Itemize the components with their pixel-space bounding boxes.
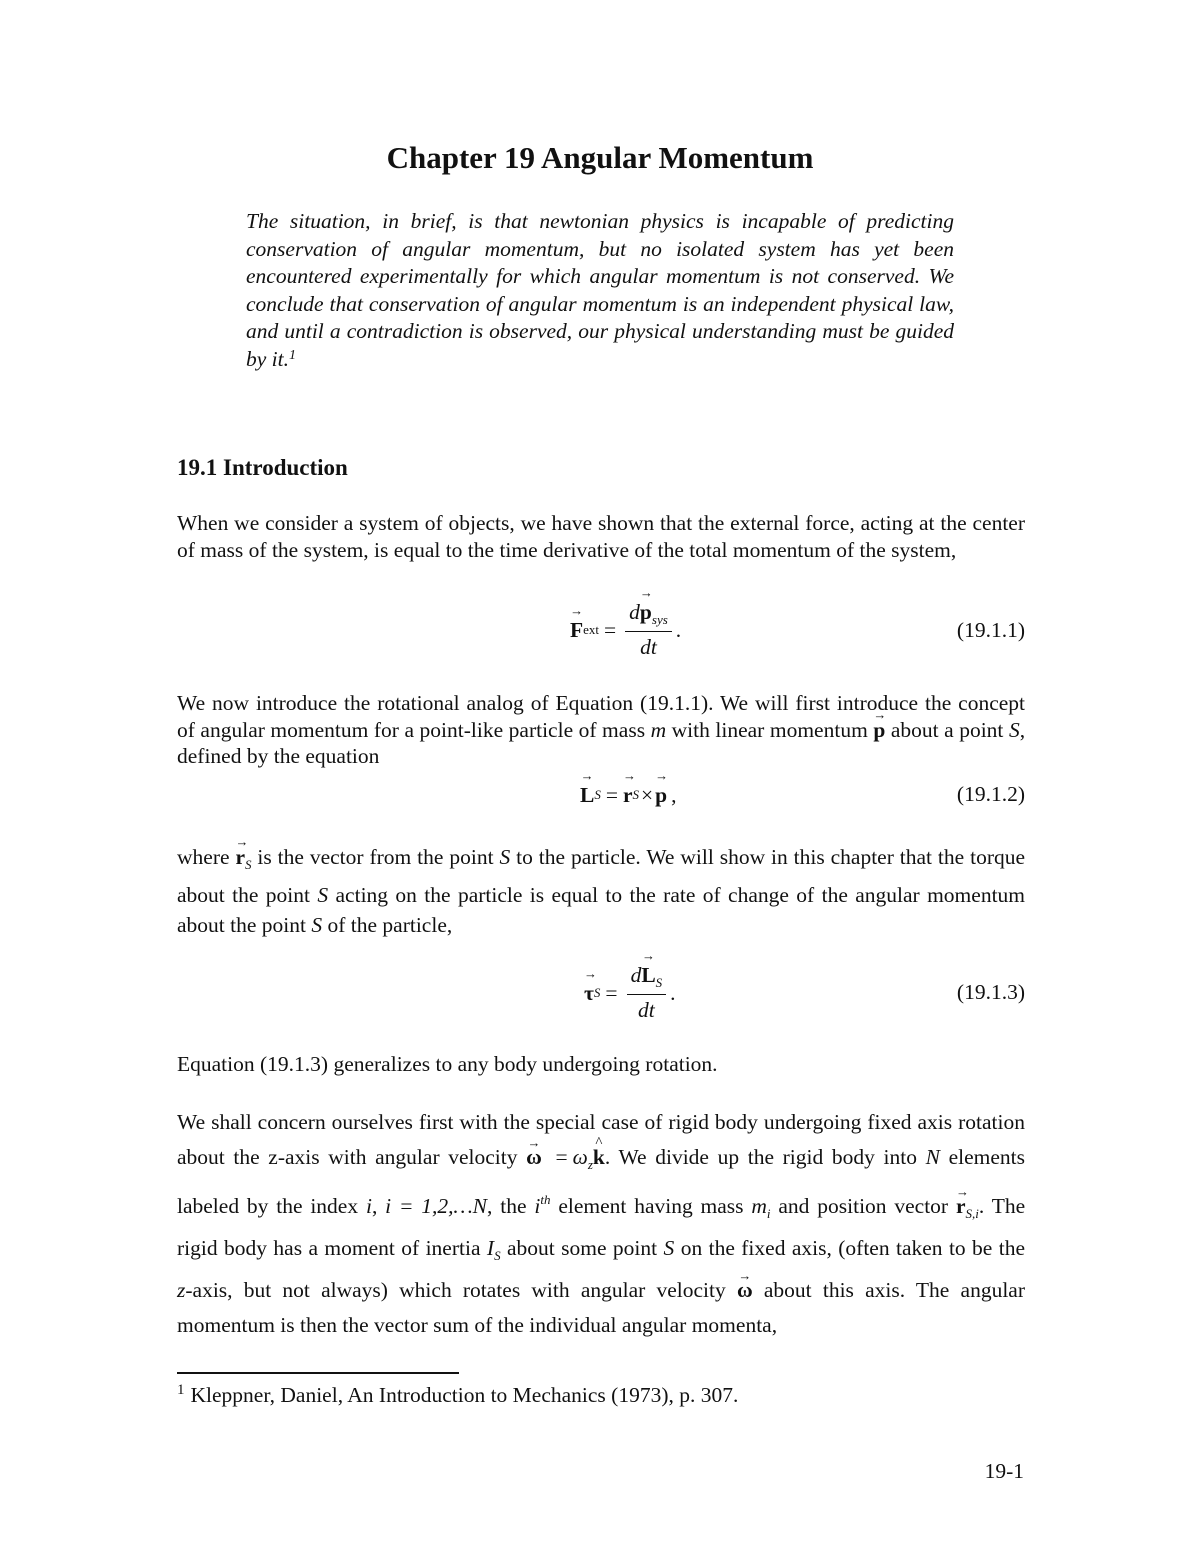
equals-sign: = [605, 980, 618, 1005]
equation-comma: , [671, 782, 677, 807]
sys-subscript: sys [651, 612, 668, 627]
equation-body [584, 960, 676, 1026]
z-subscript: z [587, 1157, 593, 1172]
point-s-symbol: S [663, 1236, 675, 1260]
epigraph-text: The situation, in brief, is that newtonian physics is incapable of predicting conservation of angular momentum, but no isolated system has yet been encountered experimentally for which angular momentum is not conserved. We conclude that conservation of angular momentum is an independent physical law, and until a contradiction is observed, our physical understanding must be guided by it. [246, 209, 954, 371]
text-run: -axis, but not always) which rotates with angular velocity [185, 1278, 726, 1302]
text-run: , defined by the equation [177, 717, 1026, 768]
equation-number: (19.1.3) [956, 980, 1025, 1004]
footnote-mark: 1 [177, 1382, 185, 1398]
k-unit-vector: ^ k [593, 1140, 605, 1175]
paragraph-system-momentum: When we consider a system of objects, we have shown that the external force, acting at the center of mass of the system, is equal to the time derivative of the total momentum of the system, [177, 511, 1025, 562]
point-s-symbol: S [317, 883, 329, 907]
equation-body [580, 770, 677, 820]
footnote-text: Kleppner, Daniel, An Introduction to Mechanics (1973), p. 307. [190, 1383, 739, 1407]
comma: , [487, 1194, 493, 1218]
point-s-symbol: S [499, 845, 511, 869]
equation-number: (19.1.1) [956, 618, 1025, 642]
fraction [625, 600, 672, 660]
equals-sign: = [604, 617, 617, 642]
footnote-separator [177, 1372, 459, 1374]
fraction-numerator [625, 600, 672, 632]
section-heading: 19.1 Introduction [177, 455, 348, 480]
equation-body [570, 600, 681, 660]
text-run: We now introduce the rotational analog of Equation (19.1.1). We will first introduce the concept of angular momentum for a point-like particle of mass [177, 691, 1025, 742]
n-symbol: N [925, 1145, 940, 1169]
omega-vector: → ω [737, 1273, 753, 1308]
paragraph-angular-momentum-intro [177, 690, 1025, 770]
s-subscript: S [594, 787, 601, 802]
equation-19-1-3 [0, 960, 1200, 1020]
cross-product-sign: × [641, 782, 654, 807]
mass-symbol: m [650, 717, 667, 742]
s-subscript: S [494, 1248, 501, 1263]
chapter-title: Chapter 19 Angular Momentum [386, 140, 814, 175]
angular-momentum-vector: → L [580, 783, 594, 808]
text-run: about this axis. The angular momentum is then the vector sum of the individual angular momenta, [177, 1278, 1026, 1337]
paragraph-torque [177, 842, 1025, 940]
paragraph-generalization: Equation (19.1.3) generalizes to any body undergoing rotation. [177, 1052, 718, 1076]
d-symbol: d [629, 600, 640, 624]
text-run: to the particle. We will show in this chapter that the torque about the point [177, 845, 1026, 907]
mass-symbol: m [751, 1194, 767, 1218]
s-subscript: S [245, 857, 252, 872]
text-run: is the vector from the point [257, 845, 494, 869]
footnote [177, 1383, 738, 1408]
inertia-symbol: I [486, 1236, 495, 1260]
position-vector: → r [623, 783, 633, 808]
equals-sign: = [605, 782, 618, 807]
text-run: . The rigid body has a moment of inertia [177, 1194, 1026, 1260]
position-vector: → r [956, 1189, 966, 1224]
epigraph-footnote-mark: 1 [289, 347, 296, 363]
equation-19-1-1 [0, 600, 1200, 660]
th-superscript: th [540, 1192, 551, 1207]
equation-number: (19.1.2) [956, 782, 1025, 806]
text-run: elements labeled by the index [177, 1145, 1026, 1218]
z-symbol: z [177, 1278, 186, 1302]
fraction-numerator [627, 963, 667, 995]
equation-period: . [675, 617, 682, 642]
fraction-denominator: dt [640, 635, 657, 659]
momentum-vector: → p [640, 600, 652, 625]
index-range: i = 1,2,…N [385, 1194, 488, 1218]
paragraph-rigid-body [177, 1105, 1025, 1343]
s-subscript: S [593, 985, 601, 1000]
text-run: about some point [506, 1236, 658, 1260]
torque-vector: → τ [584, 981, 594, 1006]
text-run: the [500, 1194, 527, 1218]
point-s-symbol: S [1008, 717, 1020, 742]
text-run: about a point [890, 717, 1004, 742]
comma: , [371, 1194, 378, 1218]
text-run: . We divide up the rigid body into [604, 1145, 917, 1169]
index-symbol: i [534, 1194, 541, 1218]
point-s-symbol: S [311, 913, 323, 937]
s-subscript: S [632, 787, 640, 802]
si-subscript: S,i [965, 1206, 979, 1221]
text-run: with linear momentum [671, 717, 868, 742]
omega-vector: → ω [526, 1140, 542, 1175]
s-subscript: S [655, 975, 663, 990]
equation-period: . [670, 980, 676, 1005]
position-vector: → r [235, 842, 245, 872]
i-subscript: i [766, 1206, 771, 1221]
angular-momentum-vector: → L [641, 963, 655, 988]
d-symbol: d [630, 963, 642, 987]
momentum-vector: → p [873, 717, 885, 744]
fraction [627, 963, 667, 1023]
equals-sign: = [555, 1145, 568, 1169]
fraction-denominator: dt [637, 998, 655, 1022]
page-number: 19-1 [984, 1459, 1024, 1483]
text-run: on the fixed axis, (often taken to be the [680, 1236, 1026, 1260]
text-run: element having mass [558, 1194, 744, 1218]
index-symbol: i [365, 1194, 372, 1218]
omega-scalar: ω [572, 1145, 588, 1169]
text-run: and position vector [778, 1194, 949, 1218]
text-run: We shall concern ourselves first with the special case of rigid body undergoing fixed axis rotation about the z-axis with angular velocity [177, 1110, 1025, 1169]
text-run: acting on the particle is equal to the rate of change of the angular momentum about the point [177, 883, 1026, 937]
ext-superscript: ext [583, 622, 600, 637]
equation-19-1-2 [0, 770, 1200, 830]
epigraph-quote [246, 208, 954, 373]
text-run: where [177, 845, 230, 869]
force-vector: → F [570, 618, 583, 643]
text-run: of the particle, [327, 913, 453, 937]
momentum-vector: → p [655, 783, 667, 808]
